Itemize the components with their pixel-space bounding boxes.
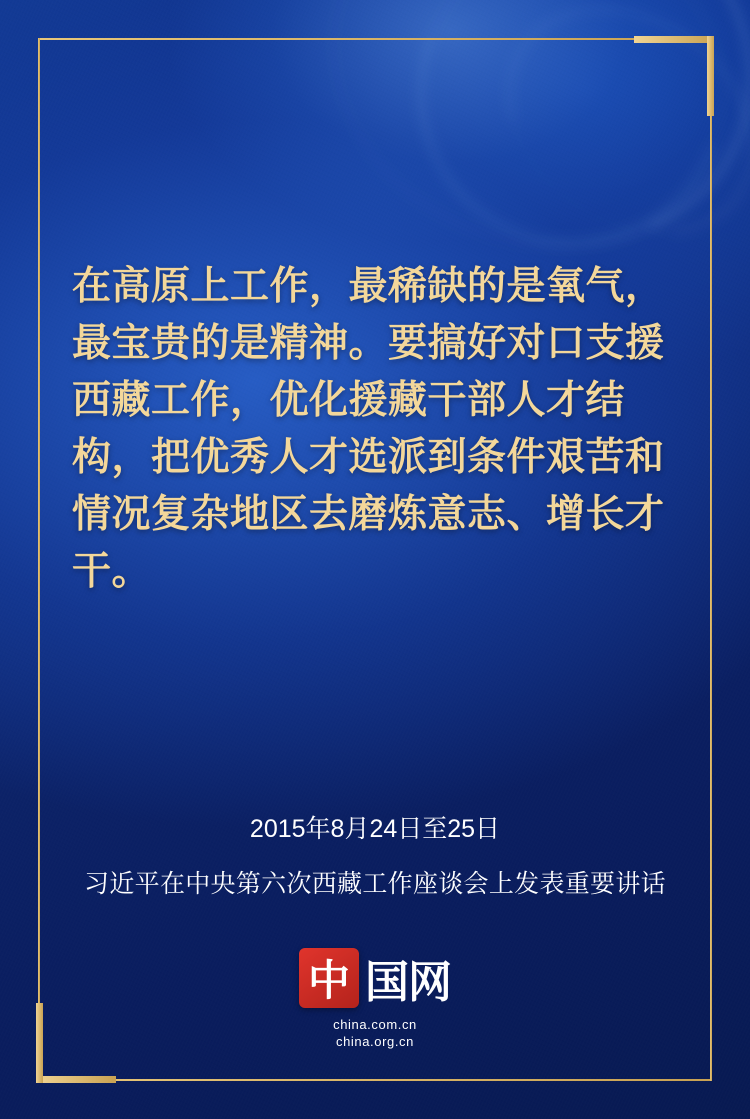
speech-description: 习近平在中央第六次西藏工作座谈会上发表重要讲话: [84, 870, 666, 898]
logo-url-org: china.org.cn: [335, 1034, 414, 1049]
frame-border-right: [710, 38, 712, 1081]
corner-ornament-top-right: [634, 36, 714, 116]
frame-border-bottom: [38, 1079, 712, 1081]
top-glow: [170, 0, 730, 240]
logo-url-com: china.com.cn: [333, 1017, 417, 1032]
light-ribbon-icon: [466, 0, 750, 279]
speech-date: 2015年8月24日至25日: [249, 815, 501, 843]
china-seal-icon: [299, 948, 359, 1008]
logo-urls: [333, 1016, 417, 1050]
site-logo: [0, 946, 750, 1050]
logo-wordmark: 国网: [365, 958, 451, 1007]
light-ribbon-icon: [284, 0, 750, 301]
light-ribbon-icon: [371, 0, 750, 293]
logo-mark: [299, 946, 451, 1010]
quote-text: 在高原上工作，最稀缺的是氧气，最宝贵的是精神。要搞好对口支援西藏工作，优化援藏干部人才结构，把优秀人才选派到条件艰苦和情况复杂地区去磨炼意志、增长才干。: [72, 265, 665, 593]
frame-border-top: [38, 38, 712, 40]
frame-border-left: [38, 38, 40, 1081]
